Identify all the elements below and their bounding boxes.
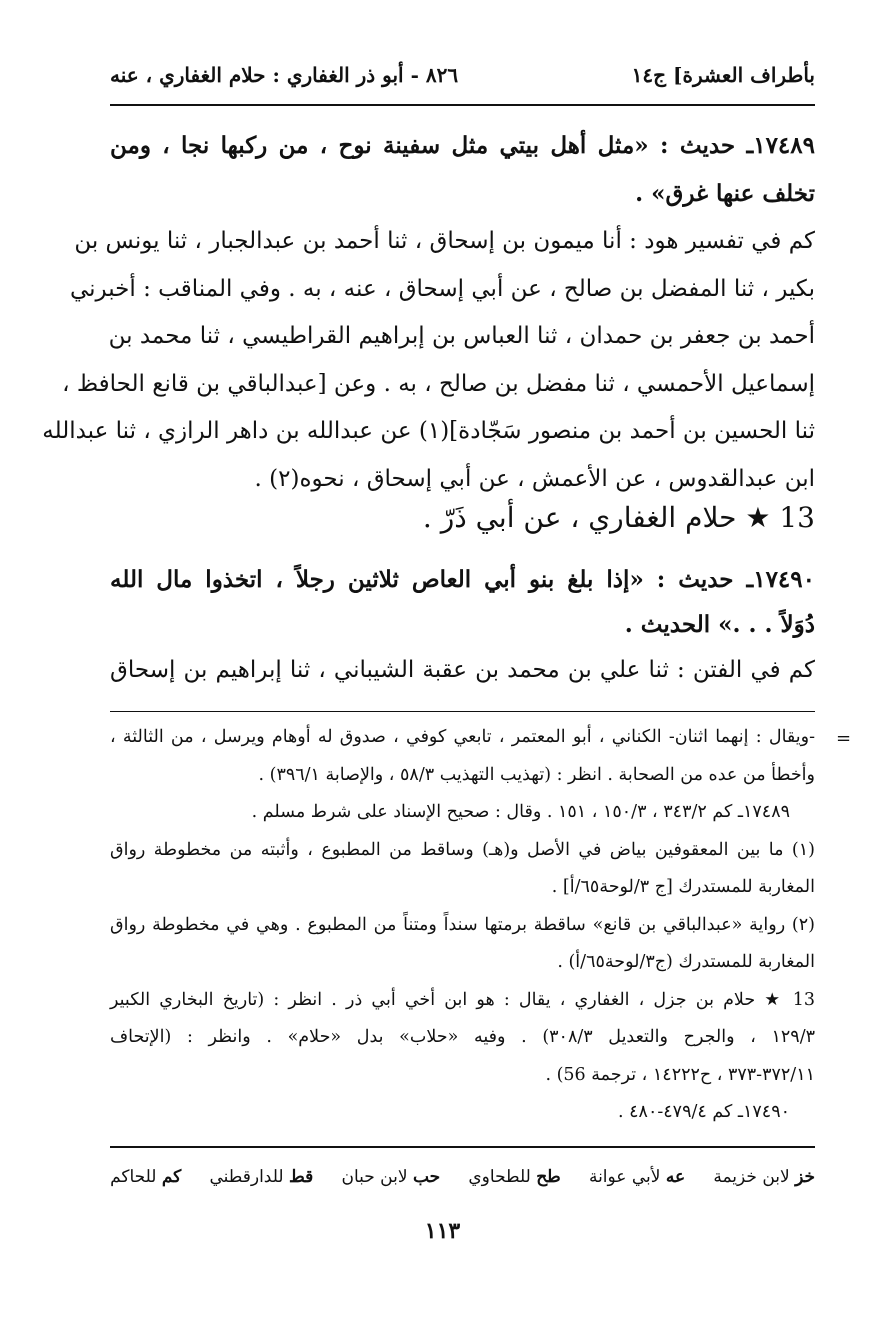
abbreviation-item — [589, 1160, 685, 1194]
abbreviation-name: لابن حبان — [341, 1167, 408, 1187]
abbreviation-code: كم — [161, 1167, 182, 1187]
page-number: ١١٣ — [424, 1218, 461, 1244]
text-line: إسماعيل الأحمسي ، ثنا مفضل بن صالح ، به . وعن [عبدالباقي بن قانع الحافظ ، — [62, 370, 815, 397]
continuation-mark: = — [836, 728, 852, 749]
footnote-rule — [110, 711, 815, 712]
header-right: بأطراف العشرة] ج١٤ — [631, 63, 815, 87]
text-line: ثنا الحسين بن أحمد بن منصور سَجّادة](١) عن عبدالله بن داهر الرازي ، ثنا عبدالله — [42, 418, 815, 444]
footnote-line: ١٧٤٩٠ـ كم ٤٧٩/٤-٤٨٠ . — [618, 1102, 790, 1122]
abbreviation-item — [713, 1160, 815, 1194]
abbreviation-code: خز — [795, 1167, 815, 1187]
text-line: أحمد بن جعفر بن حمدان ، ثنا العباس بن إبراهيم القراطيسي ، ثنا محمد بن — [108, 323, 815, 349]
text-line: كم في الفتن : ثنا علي بن محمد بن عقبة الشيباني ، ثنا إبراهيم بن إسحاق — [110, 657, 815, 683]
text-line: دُوَلاً . . .» الحديث . — [624, 611, 815, 638]
text-line: ١٧٤٨٩ـ حديث : «مثل أهل بيتي مثل سفينة نوح ، من ركبها نجا ، ومن — [110, 132, 815, 159]
footnote-line: المغاربة للمستدرك (ج٣/لوحة٦٥/أ) . — [557, 952, 815, 972]
section-heading: 13 ★ حلام الغفاري ، عن أبي ذَرّ . — [422, 501, 815, 534]
text-line: تخلف عنها غرق» . — [635, 179, 815, 207]
header-left: ٨٢٦ - أبو ذر الغفاري : حلام الغفاري ، عنه — [110, 63, 459, 87]
abbreviation-code: عه — [665, 1167, 686, 1187]
abbreviation-item — [341, 1160, 440, 1194]
abbreviation-name: للحاكم — [110, 1167, 157, 1187]
text-line: بكير ، ثنا المفضل بن صالح ، عن أبي إسحاق ، عنه ، به . وفي المناقب : أخبرني — [69, 275, 815, 302]
running-header — [110, 58, 815, 92]
footnote-line: ٣٧٢/١١-٣٧٣ ، ح١٤٢٢٢ ، ترجمة 56) . — [545, 1064, 815, 1085]
footnote-line: ١٢٩/٣ ، والجرح والتعديل ٣٠٨/٣) . وفيه «حلاب» بدل «حلام» . وانظر : (الإتحاف — [110, 1027, 815, 1047]
footnote-line: -ويقال : إنهما اثنان- الكناني ، أبو المعتمر ، تابعي كوفي ، صدوق له أوهام ويرسل ، من الثالثة ، — [110, 727, 815, 747]
abbreviation-item — [110, 1160, 181, 1194]
footnote-line: (١) ما بين المعقوفين بياض في الأصل و(هـ) وساقط من المطبوع ، وأثبته من مخطوطة رواق — [110, 839, 815, 860]
footnote-line: (٢) رواية «عبدالباقي بن قانع» ساقطة برمتها سنداً ومتناً من المطبوع . وهي في مخطوطة رواق — [110, 914, 815, 935]
text-line: كم في تفسير هود : أنا ميمون بن إسحاق ، ثنا أحمد بن عبدالجبار ، ثنا يونس بن — [74, 228, 815, 254]
text-line: ابن عبدالقدوس ، عن الأعمش ، عن أبي إسحاق ، نحوه(٢) . — [254, 465, 815, 492]
text-line: ١٧٤٩٠ـ حديث : «إذا بلغ بنو أبي العاص ثلاثين رجلاً ، اتخذوا مال الله — [110, 566, 815, 593]
footnote-line: 13 ★ حلام بن جزل ، الغفاري ، يقال : هو ابن أخي أبي ذر . انظر : (تاريخ البخاري الكبير — [110, 989, 815, 1010]
footnote-line: المغاربة للمستدرك [ج ٣/لوحة٦٥/أ] . — [551, 877, 815, 897]
abbreviation-rule — [110, 1146, 815, 1148]
abbreviation-item — [468, 1160, 560, 1194]
abbreviation-name: للدارقطني — [209, 1167, 284, 1187]
header-rule — [110, 104, 815, 106]
abbreviation-key — [110, 1160, 815, 1194]
abbreviation-code: حب — [412, 1167, 441, 1187]
footnote-line: وأخطأ من عده من الصحابة . انظر : (تهذيب التهذيب ٥٨/٣ ، والإصابة ٣٩٦/١) . — [258, 764, 815, 785]
abbreviation-code: طح — [536, 1167, 561, 1187]
abbreviation-name: لأبي عوانة — [588, 1167, 661, 1187]
abbreviation-code: قط — [288, 1167, 314, 1187]
abbreviation-item — [210, 1160, 314, 1194]
abbreviation-name: لابن خزيمة — [713, 1167, 790, 1187]
footnote-line: ١٧٤٨٩ـ كم ٣٤٣/٢ ، ١٥٠/٣ ، ١٥١ . وقال : صحيح الإسناد على شرط مسلم . — [251, 802, 790, 822]
abbreviation-name: للطحاوي — [468, 1167, 531, 1187]
